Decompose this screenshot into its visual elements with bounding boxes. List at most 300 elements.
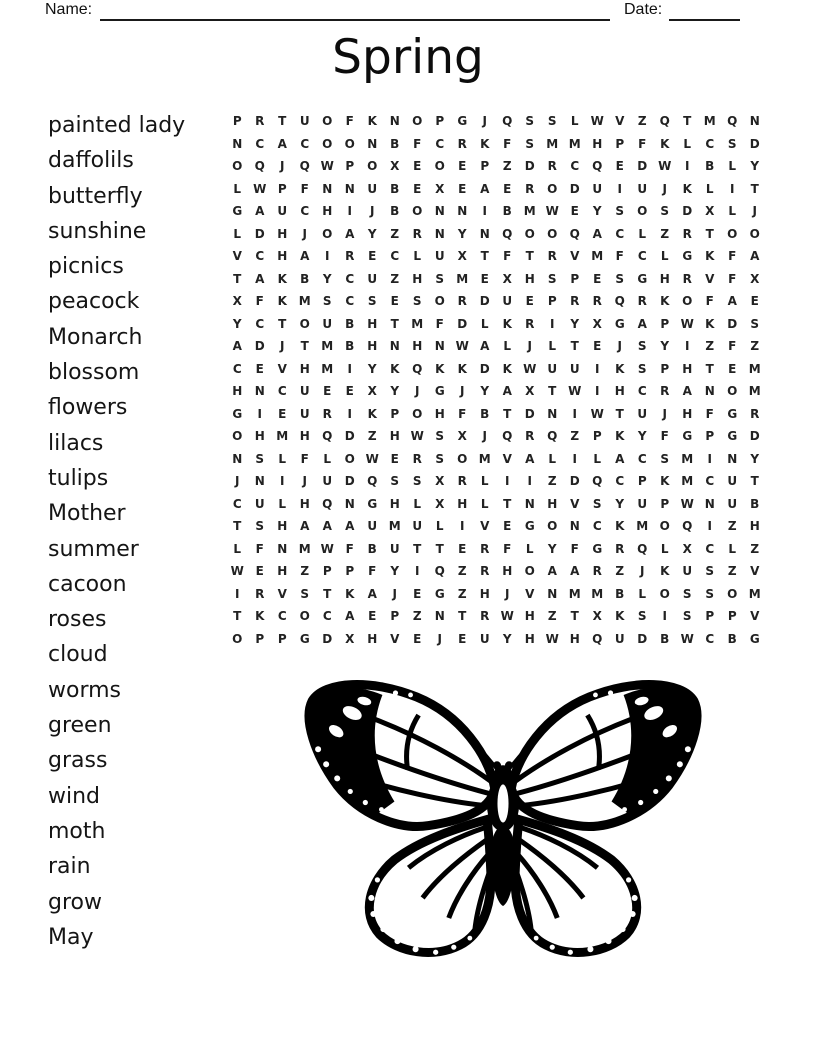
grid-letter: M — [298, 294, 311, 309]
grid-letter: C — [592, 519, 602, 534]
grid-letter: P — [345, 564, 355, 579]
grid-letter: F — [345, 541, 354, 556]
grid-letter: A — [682, 384, 692, 399]
grid-letter: E — [593, 271, 602, 286]
grid-letter: H — [277, 249, 288, 264]
word-list-item: daffolils — [48, 148, 134, 174]
grid-letter: E — [413, 181, 422, 196]
grid-letter: U — [367, 519, 378, 534]
grid-letter: X — [435, 496, 445, 511]
grid-letter: P — [322, 564, 332, 579]
grid-letter: W — [320, 159, 334, 174]
grid-letter: I — [685, 339, 690, 354]
grid-letter: M — [681, 474, 694, 489]
grid-letter: U — [637, 496, 648, 511]
name-blank-line — [100, 2, 610, 21]
grid-letter: S — [367, 294, 377, 309]
grid-letter: W — [320, 541, 334, 556]
grid-letter: X — [502, 271, 512, 286]
grid-letter: D — [479, 294, 490, 309]
grid-letter: O — [749, 226, 760, 241]
grid-letter: L — [548, 339, 557, 354]
grid-letter: D — [344, 474, 355, 489]
grid-letter: T — [480, 249, 489, 264]
word-list-item: May — [48, 924, 94, 950]
grid-letter: Z — [727, 519, 737, 534]
grid-letter: T — [278, 316, 287, 331]
word-list-item: Mother — [48, 501, 126, 527]
grid-letter: J — [482, 114, 487, 129]
grid-letter: I — [617, 181, 622, 196]
grid-letter: B — [345, 339, 355, 354]
grid-letter: L — [233, 181, 242, 196]
grid-letter: H — [389, 429, 400, 444]
grid-letter: H — [412, 339, 423, 354]
grid-letter: W — [365, 451, 379, 466]
grid-letter: I — [550, 316, 555, 331]
grid-letter: A — [300, 249, 310, 264]
grid-letter: T — [548, 384, 557, 399]
grid-letter: R — [480, 609, 490, 624]
grid-letter: Z — [750, 541, 760, 556]
grid-letter: M — [388, 519, 401, 534]
grid-letter: O — [344, 451, 355, 466]
grid-letter: L — [548, 451, 557, 466]
grid-letter: E — [368, 249, 377, 264]
grid-letter: Z — [367, 429, 377, 444]
grid-letter: L — [278, 496, 287, 511]
grid-letter: I — [730, 181, 735, 196]
grid-letter: S — [750, 316, 760, 331]
grid-letter: I — [347, 204, 352, 219]
grid-letter: I — [572, 451, 577, 466]
grid-letter: K — [390, 361, 400, 376]
grid-letter: R — [412, 451, 422, 466]
grid-letter: X — [435, 181, 445, 196]
grid-letter: N — [524, 496, 535, 511]
grid-letter: E — [413, 631, 422, 646]
grid-letter: O — [322, 136, 333, 151]
grid-letter: S — [615, 271, 625, 286]
grid-letter: N — [434, 226, 445, 241]
grid-letter: H — [277, 564, 288, 579]
word-list-item: grow — [48, 889, 102, 915]
grid-letter: J — [460, 384, 465, 399]
grid-letter: R — [547, 249, 557, 264]
grid-letter: K — [367, 406, 377, 421]
grid-letter: G — [367, 496, 378, 511]
grid-letter: Z — [705, 339, 715, 354]
grid-letter: L — [570, 114, 579, 129]
grid-letter: M — [748, 361, 761, 376]
grid-letter: V — [750, 609, 760, 624]
grid-letter: G — [727, 429, 738, 444]
grid-letter: E — [503, 181, 512, 196]
grid-letter: P — [547, 294, 557, 309]
grid-letter: R — [345, 249, 355, 264]
grid-letter: L — [413, 496, 422, 511]
grid-letter: N — [232, 451, 243, 466]
grid-letter: K — [367, 114, 377, 129]
grid-letter: E — [728, 361, 737, 376]
grid-letter: S — [435, 271, 445, 286]
grid-letter: O — [727, 586, 738, 601]
grid-letter: T — [503, 406, 512, 421]
grid-letter: X — [457, 429, 467, 444]
word-list-item: Monarch — [48, 324, 143, 350]
grid-letter: V — [525, 586, 535, 601]
grid-letter: H — [367, 316, 378, 331]
grid-letter: T — [300, 339, 309, 354]
grid-letter: C — [232, 361, 242, 376]
grid-letter: I — [235, 586, 240, 601]
grid-letter: Q — [592, 631, 603, 646]
grid-letter: T — [233, 519, 242, 534]
grid-letter: H — [367, 631, 378, 646]
grid-letter: L — [660, 249, 669, 264]
grid-letter: O — [637, 204, 648, 219]
grid-letter: X — [592, 609, 602, 624]
grid-letter: C — [300, 136, 310, 151]
grid-letter: N — [727, 451, 738, 466]
grid-letter: A — [637, 316, 647, 331]
word-list-item: picnics — [48, 254, 124, 280]
grid-letter: O — [412, 114, 423, 129]
date-label: Date: — [624, 1, 663, 18]
grid-letter: C — [255, 136, 265, 151]
grid-letter: F — [368, 564, 377, 579]
grid-letter: U — [614, 631, 625, 646]
grid-letter: C — [435, 136, 445, 151]
grid-letter: R — [457, 294, 467, 309]
grid-letter: Y — [637, 429, 647, 444]
grid-letter: U — [637, 181, 648, 196]
grid-letter: K — [705, 249, 715, 264]
grid-letter: F — [503, 541, 512, 556]
grid-letter: G — [682, 429, 693, 444]
grid-letter: C — [637, 451, 647, 466]
grid-letter: P — [232, 114, 242, 129]
grid-letter: K — [682, 181, 692, 196]
grid-letter: A — [277, 136, 287, 151]
grid-letter: T — [615, 406, 624, 421]
grid-letter: X — [682, 541, 692, 556]
grid-letter: D — [637, 159, 648, 174]
grid-letter: T — [750, 181, 759, 196]
grid-letter: A — [727, 294, 737, 309]
grid-letter: W — [680, 631, 694, 646]
grid-letter: N — [277, 541, 288, 556]
grid-letter: F — [345, 114, 354, 129]
grid-letter: B — [480, 406, 490, 421]
grid-letter: C — [705, 474, 715, 489]
grid-letter: I — [482, 204, 487, 219]
grid-letter: L — [435, 519, 444, 534]
grid-letter: V — [390, 631, 400, 646]
grid-letter: T — [390, 316, 399, 331]
grid-letter: G — [524, 519, 535, 534]
grid-letter: D — [524, 406, 535, 421]
grid-letter: W — [523, 361, 537, 376]
grid-letter: K — [345, 586, 355, 601]
grid-letter: K — [660, 474, 670, 489]
grid-letter: L — [480, 316, 489, 331]
grid-letter: N — [457, 204, 468, 219]
word-list-item: sunshine — [48, 218, 147, 244]
grid-letter: I — [595, 361, 600, 376]
grid-letter: K — [502, 316, 512, 331]
grid-letter: Q — [299, 159, 310, 174]
grid-letter: H — [502, 564, 513, 579]
grid-letter: N — [254, 384, 265, 399]
grid-letter: C — [637, 384, 647, 399]
grid-letter: S — [412, 294, 422, 309]
grid-letter: S — [547, 114, 557, 129]
grid-letter: P — [615, 136, 625, 151]
grid-letter: R — [570, 294, 580, 309]
grid-letter: O — [727, 226, 738, 241]
grid-letter: B — [390, 204, 400, 219]
grid-letter: I — [505, 474, 510, 489]
grid-letter: O — [299, 316, 310, 331]
grid-letter: P — [277, 181, 287, 196]
grid-letter: M — [321, 361, 334, 376]
grid-letter: F — [660, 429, 669, 444]
grid-letter: Z — [547, 609, 557, 624]
grid-letter: H — [322, 204, 333, 219]
grid-letter: J — [415, 384, 420, 399]
grid-letter: E — [278, 406, 287, 421]
grid-letter: H — [659, 271, 670, 286]
grid-letter: H — [682, 361, 693, 376]
grid-letter: E — [570, 204, 579, 219]
grid-letter: E — [458, 181, 467, 196]
word-list-item: rain — [48, 854, 91, 880]
grid-letter: K — [435, 361, 445, 376]
grid-letter: P — [660, 496, 670, 511]
grid-letter: S — [390, 474, 400, 489]
grid-letter: O — [434, 294, 445, 309]
grid-letter: H — [592, 136, 603, 151]
grid-letter: O — [322, 114, 333, 129]
grid-letter: I — [347, 361, 352, 376]
grid-letter: V — [277, 361, 287, 376]
grid-letter: R — [682, 271, 692, 286]
grid-letter: Q — [502, 226, 513, 241]
grid-letter: U — [502, 294, 513, 309]
grid-letter: O — [232, 159, 243, 174]
grid-letter: L — [278, 451, 287, 466]
grid-letter: F — [255, 294, 264, 309]
grid-letter: R — [637, 294, 647, 309]
grid-letter: N — [547, 406, 558, 421]
grid-letter: J — [392, 586, 397, 601]
puzzle-title: Spring — [332, 30, 484, 85]
grid-letter: U — [322, 474, 333, 489]
grid-letter: P — [390, 609, 400, 624]
grid-letter: O — [457, 451, 468, 466]
grid-letter: E — [458, 631, 467, 646]
grid-letter: L — [525, 541, 534, 556]
grid-letter: W — [590, 114, 604, 129]
grid-letter: O — [299, 609, 310, 624]
grid-letter: Z — [502, 159, 512, 174]
grid-letter: V — [705, 271, 715, 286]
grid-letter: N — [547, 586, 558, 601]
grid-letter: M — [411, 316, 424, 331]
grid-letter: X — [367, 384, 377, 399]
grid-letter: O — [232, 631, 243, 646]
grid-letter: N — [434, 339, 445, 354]
grid-letter: K — [457, 361, 467, 376]
grid-letter: H — [254, 429, 265, 444]
grid-letter: K — [615, 519, 625, 534]
grid-letter: H — [299, 429, 310, 444]
grid-letter: J — [302, 226, 307, 241]
grid-letter: C — [255, 316, 265, 331]
grid-letter: R — [525, 429, 535, 444]
grid-letter: Q — [614, 294, 625, 309]
grid-letter: P — [570, 271, 580, 286]
grid-letter: U — [727, 474, 738, 489]
grid-letter: E — [255, 361, 264, 376]
grid-letter: B — [502, 204, 512, 219]
grid-letter: M — [568, 586, 581, 601]
grid-letter: E — [458, 159, 467, 174]
grid-letter: C — [277, 384, 287, 399]
grid-letter: M — [478, 451, 491, 466]
grid-letter: A — [345, 609, 355, 624]
grid-letter: F — [503, 249, 512, 264]
grid-letter: F — [300, 181, 309, 196]
letter-grid — [226, 110, 766, 650]
grid-letter: Y — [502, 631, 512, 646]
grid-letter: F — [728, 339, 737, 354]
grid-letter: L — [503, 339, 512, 354]
word-list-item: roses — [48, 607, 107, 633]
grid-letter: S — [660, 204, 670, 219]
grid-letter: G — [434, 384, 445, 399]
grid-letter: D — [254, 226, 265, 241]
grid-letter: H — [299, 361, 310, 376]
grid-letter: U — [367, 271, 378, 286]
grid-letter: J — [437, 631, 442, 646]
grid-letter: Z — [750, 339, 760, 354]
grid-letter: B — [750, 496, 760, 511]
grid-letter: E — [390, 294, 399, 309]
grid-letter: P — [390, 406, 400, 421]
grid-letter: Y — [592, 204, 602, 219]
grid-letter: C — [300, 204, 310, 219]
grid-letter: L — [638, 226, 647, 241]
grid-letter: F — [503, 136, 512, 151]
grid-letter: S — [525, 136, 535, 151]
grid-letter: A — [592, 226, 602, 241]
grid-letter: Q — [254, 159, 265, 174]
grid-letter: M — [748, 384, 761, 399]
grid-letter: A — [345, 226, 355, 241]
word-list-item: grass — [48, 748, 108, 774]
grid-letter: O — [322, 226, 333, 241]
grid-letter: U — [299, 406, 310, 421]
grid-letter: A — [502, 384, 512, 399]
grid-letter: P — [435, 114, 445, 129]
grid-letter: E — [458, 541, 467, 556]
grid-letter: H — [299, 496, 310, 511]
word-list-item: tulips — [48, 465, 109, 491]
grid-letter: H — [749, 519, 760, 534]
grid-letter: D — [749, 429, 760, 444]
grid-letter: S — [255, 451, 265, 466]
grid-letter: L — [323, 451, 332, 466]
grid-letter: Y — [750, 451, 760, 466]
grid-letter: M — [276, 429, 289, 444]
grid-letter: Z — [457, 564, 467, 579]
grid-letter: X — [390, 159, 400, 174]
grid-letter: W — [253, 181, 267, 196]
grid-letter: A — [255, 204, 265, 219]
grid-letter: I — [572, 406, 577, 421]
grid-letter: L — [728, 541, 737, 556]
grid-letter: X — [457, 249, 467, 264]
grid-letter: K — [660, 564, 670, 579]
grid-letter: X — [232, 294, 242, 309]
grid-letter: T — [525, 249, 534, 264]
grid-letter: G — [614, 316, 625, 331]
grid-letter: R — [412, 226, 422, 241]
grid-letter: S — [412, 474, 422, 489]
grid-letter: P — [592, 429, 602, 444]
grid-letter: F — [413, 136, 422, 151]
grid-letter: K — [705, 316, 715, 331]
grid-letter: E — [368, 609, 377, 624]
word-list-item: cacoon — [48, 571, 127, 597]
date-blank-line — [669, 2, 740, 21]
grid-letter: F — [705, 294, 714, 309]
grid-letter: C — [255, 249, 265, 264]
grid-letter: Y — [232, 316, 242, 331]
grid-letter: U — [277, 204, 288, 219]
grid-letter: Z — [412, 609, 422, 624]
grid-letter: D — [524, 159, 535, 174]
grid-letter: M — [591, 249, 604, 264]
grid-letter: M — [703, 114, 716, 129]
grid-letter: G — [457, 114, 468, 129]
grid-letter: R — [457, 136, 467, 151]
grid-letter: I — [685, 159, 690, 174]
word-list-item: summer — [48, 536, 139, 562]
grid-letter: M — [636, 519, 649, 534]
grid-letter: I — [707, 451, 712, 466]
grid-letter: A — [232, 339, 242, 354]
grid-letter: V — [232, 249, 242, 264]
grid-letter: Z — [660, 226, 670, 241]
grid-letter: G — [232, 204, 243, 219]
grid-letter: F — [705, 406, 714, 421]
grid-letter: H — [412, 271, 423, 286]
grid-letter: J — [280, 339, 285, 354]
grid-letter: A — [345, 519, 355, 534]
grid-letter: I — [662, 609, 667, 624]
grid-letter: W — [568, 384, 582, 399]
grid-letter: S — [300, 586, 310, 601]
grid-letter: M — [591, 586, 604, 601]
grid-letter: T — [233, 609, 242, 624]
grid-letter: Y — [322, 271, 332, 286]
grid-letter: I — [325, 249, 330, 264]
grid-letter: L — [660, 541, 669, 556]
grid-letter: R — [750, 406, 760, 421]
